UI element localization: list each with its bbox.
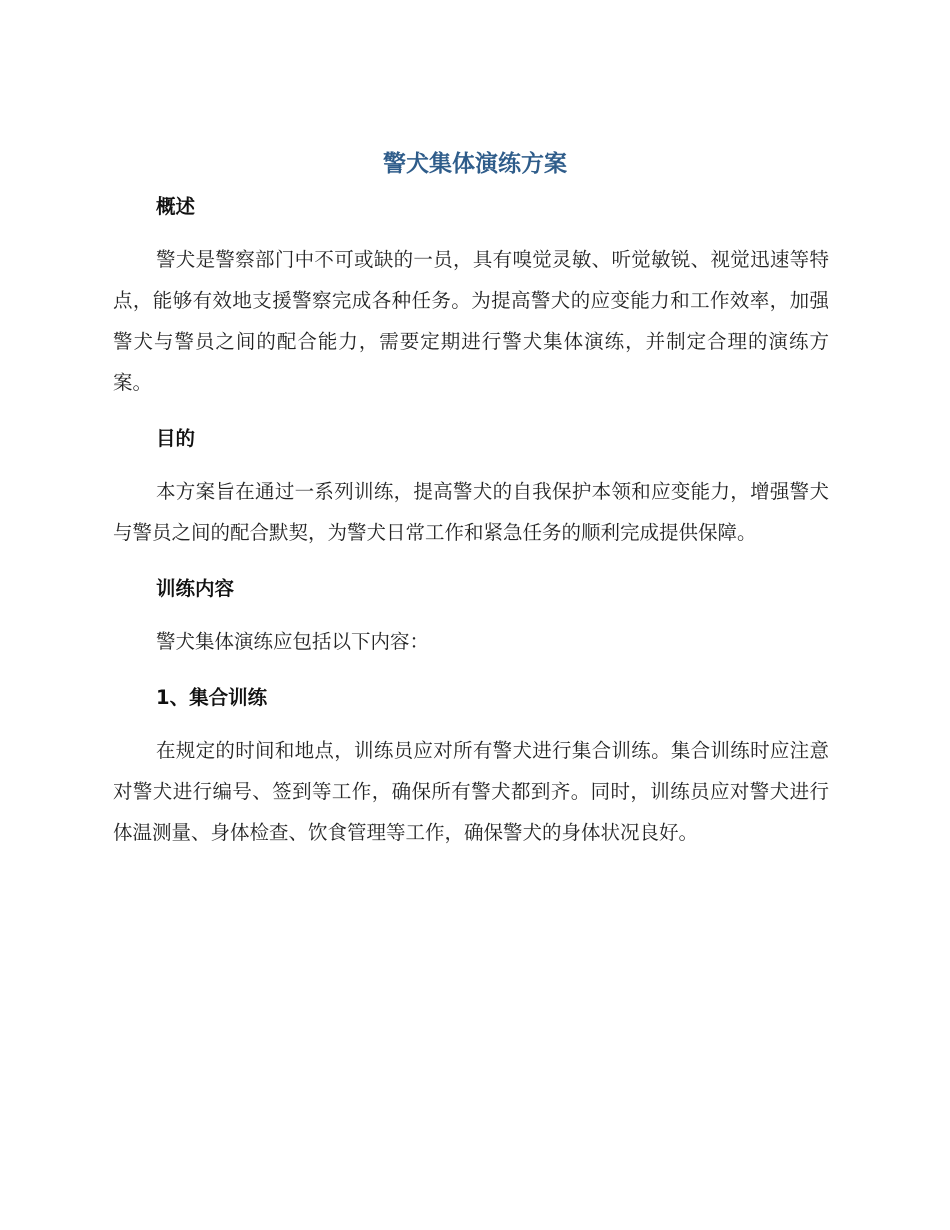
- section-heading-assembly-training: 1、集合训练: [156, 686, 268, 709]
- section-paragraph-purpose: 本方案旨在通过一系列训练，提高警犬的自我保护本领和应变能力，增强警犬与警员之间的配合默契，为警犬日常工作和紧急任务的顺利完成提供保障。: [113, 480, 829, 544]
- document-title: 警犬集体演练方案: [383, 151, 567, 177]
- section-heading-overview: 概述: [156, 195, 196, 218]
- section-paragraph-training-content: 警犬集体演练应包括以下内容：: [156, 630, 430, 653]
- section-paragraph-overview: 警犬是警察部门中不可或缺的一员，具有嗅觉灵敏、听觉敏锐、视觉迅速等特点，能够有效地支援警察完成各种任务。为提高警犬的应变能力和工作效率，加强警犬与警员之间的配合能力，需要定期进行警犬集体演练，并制定合理的演练方案。: [113, 248, 829, 394]
- document-body: [113, 187, 829, 853]
- section-heading-purpose: 目的: [156, 427, 196, 450]
- section-heading-training-content: 训练内容: [156, 577, 235, 600]
- section-paragraph-assembly-training: 在规定的时间和地点，训练员应对所有警犬进行集合训练。集合训练时应注意对警犬进行编号、签到等工作，确保所有警犬都到齐。同时，训练员应对警犬进行体温测量、身体检查、饮食管理等工作，确保警犬的身体状况良好。: [113, 739, 829, 844]
